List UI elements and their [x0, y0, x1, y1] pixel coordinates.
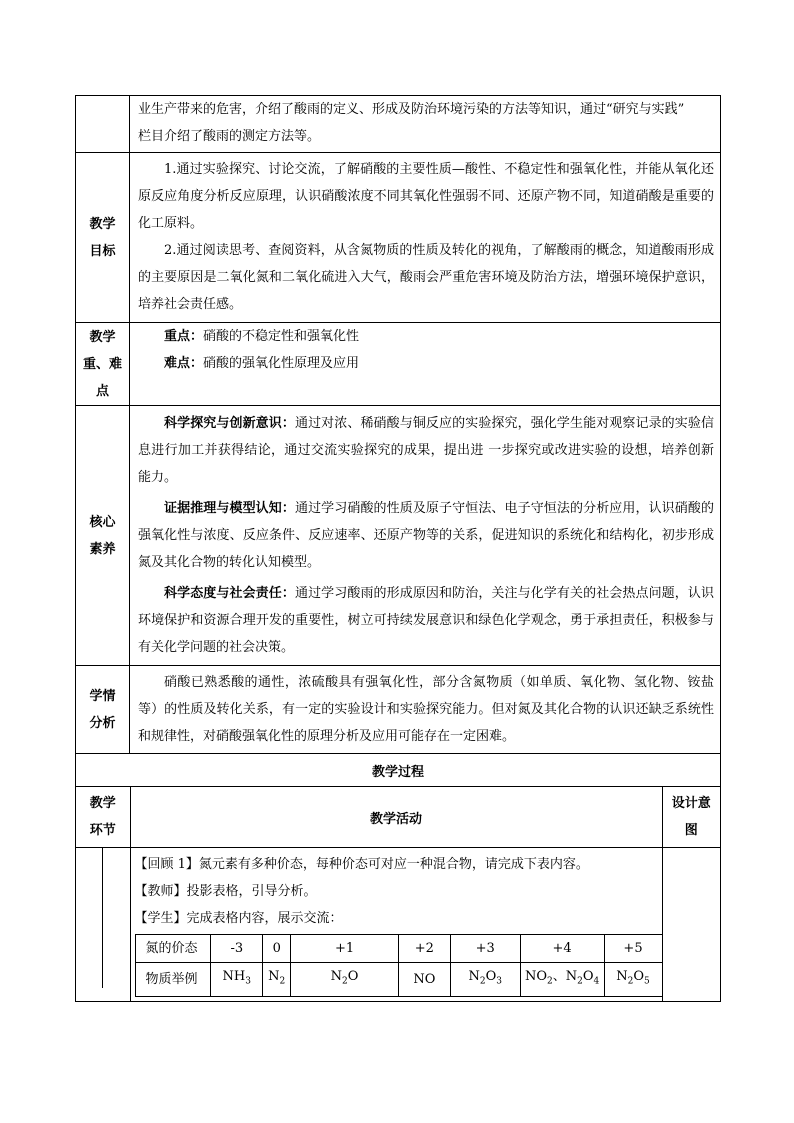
analysis-label: 学情 分析: [76, 666, 130, 754]
analysis-cell: [130, 666, 721, 754]
example-cell: [450, 963, 520, 997]
process-col-activity: 教学活动: [130, 787, 662, 848]
intro-cell: [130, 96, 721, 153]
core-cell: [130, 406, 721, 666]
objectives-cell: [130, 153, 721, 323]
example-cell: [263, 963, 291, 997]
formula: $N_2$: [268, 969, 286, 987]
process-intent-cell: [662, 848, 720, 1001]
valence-cell: +3: [450, 935, 520, 963]
process-header-row: [76, 787, 720, 848]
core-label: 核心 素养: [76, 406, 130, 666]
objective-1: 1.通过实验探究、讨论交流，了解硝酸的主要性质—酸性、不稳定性和强氧化性，并能从氧化还原反应角度分析反应原理，认识硝酸浓度不同其氧化性强弱不同、还原产物不同，知道硝酸是重要的化工原料。: [138, 162, 714, 231]
valence-table: [135, 934, 663, 997]
valence-cell: +1: [291, 935, 399, 963]
example-cell: [211, 963, 263, 997]
formula: $NH_3$: [222, 969, 251, 987]
objectives-row: [76, 153, 721, 323]
example-cell: [604, 963, 662, 997]
objective-2: 2.通过阅读思考、查阅资料，从含氮物质的性质及转化的视角，了解酸雨的概念，知道酸雨形成的主要原因是二氧化氮和二氧化硫进入大气，酸雨会严重危害环境及防治方法，增强环境保护意识，培养社会责任感。: [138, 243, 714, 312]
analysis-row: [76, 666, 721, 754]
process-title-row: [76, 754, 721, 787]
intro-line-2: 栏目介绍了酸雨的测定方法等。: [138, 129, 321, 144]
process-content-row: [76, 848, 720, 1001]
valence-cell: +2: [398, 935, 450, 963]
process-row: [76, 787, 721, 1002]
student-step: 【学生】完成表格内容，展示交流：: [134, 911, 343, 926]
process-table: [76, 787, 720, 1001]
process-col-stage: 教学 环节: [76, 787, 130, 848]
intro-line-1: 业生产带来的危害，介绍了酸雨的定义、形成及防治环境污染的方法等知识，通过“研究与实践”: [138, 102, 685, 117]
core-row: [76, 406, 721, 666]
example-cell: [398, 963, 450, 997]
focus-cell: [130, 323, 721, 406]
analysis-text: 硝酸已熟悉酸的通性，浓硫酸具有强氧化性，部分含氮物质（如单质、氧化物、氢化物、铵盐等）的性质及转化关系，有一定的实验设计和实验探究能力。但对氮及其化合物的认识还缺乏系统性和规律性，对硝酸强氧化性的原理分析及应用可能存在一定困难。: [138, 675, 714, 744]
example-cell: [520, 963, 604, 997]
difficult-point: 难点：硝酸的强氧化性原理及应用: [164, 356, 360, 371]
example-row-label: 物质举例: [135, 963, 211, 997]
lesson-plan-table: [75, 95, 721, 1002]
process-title: 教学过程: [76, 754, 721, 787]
valence-cell: +4: [520, 935, 604, 963]
process-stage-cell: [76, 848, 130, 1001]
formula: $NO_2$、$N_2O_4$: [524, 969, 600, 987]
valence-cell: +5: [604, 935, 662, 963]
valence-cell: 0: [263, 935, 291, 963]
process-col-intent: 设计意 图: [662, 787, 720, 848]
valence-cell: -3: [211, 935, 263, 963]
formula: $N_2O_5$: [616, 969, 650, 987]
focus-row: [76, 323, 721, 406]
intro-row: [76, 96, 721, 153]
example-cell: [291, 963, 399, 997]
valence-row: [135, 935, 662, 963]
valence-row-label: 氮的价态: [135, 935, 211, 963]
teacher-step: 【教师】投影表格，引导分析。: [134, 884, 317, 899]
review-1: 【回顾 1】氮元素有多种价态，每种价态可对应一种混合物，请完成下表内容。: [134, 857, 589, 872]
formula: $N_2O$: [330, 969, 359, 987]
core-item-2: 证据推理与模型认知：通过学习硝酸的性质及原子守恒法、电子守恒法的分析应用，认识硝酸的强氧化性与浓度、反应条件、反应速率、还原产物等的关系，促进知识的系统化和结构化，初步形成氮及其化合物的转化认知模型。: [138, 501, 714, 570]
intro-label-cell: [76, 96, 130, 153]
focus-label: 教学 重、难 点: [76, 323, 130, 406]
formula: $N_2O_3$: [468, 969, 502, 987]
example-row: [135, 963, 662, 997]
key-point: 重点：硝酸的不稳定性和强氧化性: [164, 329, 360, 344]
formula: NO: [413, 971, 436, 987]
process-activity-cell: [130, 848, 662, 1001]
core-item-1: 科学探究与创新意识：通过对浓、稀硝酸与铜反应的实验探究，强化学生能对观察记录的实验信息进行加工并获得结论，通过交流实验探究的成果，提出进 一步探究或改进实验的设想，培养创新能力。: [138, 416, 714, 485]
core-item-3: 科学态度与社会责任：通过学习酸雨的形成原因和防治，关注与化学有关的社会热点问题，认识环境保护和资源合理开发的重要性，树立可持续发展意识和绿色化学观念，勇于承担责任，积极参与有关化学问题的社会决策。: [138, 586, 714, 655]
objectives-label: 教学 目标: [76, 153, 130, 323]
